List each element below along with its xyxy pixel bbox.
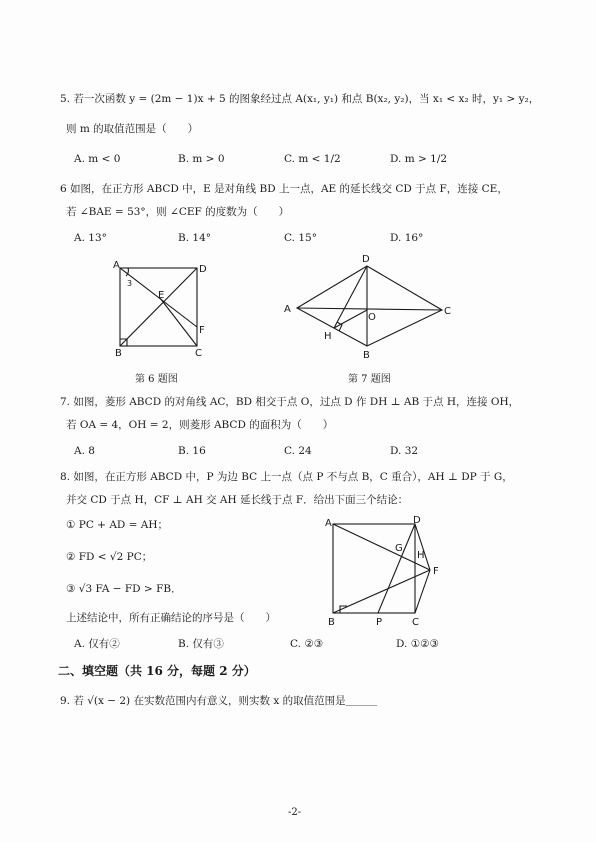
fig7-caption: 第 7 题图 (348, 374, 391, 385)
q7-line2: 若 OA = 4，OH = 2，则菱形 ABCD 的面积为（ ） (66, 419, 334, 431)
q5-option-b: B. m > 0 (178, 153, 225, 165)
q7-option-d: D. 32 (390, 445, 419, 457)
q9-line1: 9. 若 √(x − 2) 在实数范围内有意义，则实数 x 的取值范围是＿＿＿ (60, 695, 378, 707)
q5-line1: 5. 若一次函数 y = (2m − 1)x + 5 的图象经过点 A(x₁, y₁) 和点 B(x₂, y₂)，当 x₁ < x₂ 时，y₁ > y₂， (60, 93, 540, 105)
q8-option-a: A. 仅有② (74, 638, 120, 650)
q8-option-c: C. ②③ (290, 638, 324, 650)
q8-conclusion-3: ③ √3 FA − FD > FB． (66, 583, 182, 595)
fig6-label-b: B (115, 348, 122, 359)
fig6-label-e: E (158, 290, 165, 301)
fig7-label-c: C (444, 306, 451, 317)
q8-conclusion-2: ② FD < √2 PC； (66, 551, 153, 563)
q7-line1: 7. 如图，菱形 ABCD 的对角线 AC，BD 相交于点 O，过点 D 作 DH ⊥ AB 于点 H，连接 OH， (60, 396, 520, 408)
fig8-line-dp (378, 524, 415, 613)
fig8-label-p: P (376, 617, 383, 628)
fig7-label-b: B (363, 350, 370, 361)
fig8-label-b: B (328, 617, 335, 628)
q5-line2: 则 m 的取值范围是（ ） (66, 123, 199, 135)
q6-option-c: C. 15° (284, 232, 317, 244)
q8-option-d: D. ①②③ (396, 638, 439, 650)
fig8-square (333, 524, 415, 613)
fig7-label-o: O (368, 312, 376, 323)
q7-option-a: A. 8 (74, 445, 95, 457)
fig7-label-h: H (324, 331, 332, 342)
q6-option-b: B. 14° (178, 232, 212, 244)
fig6-line-ec (160, 298, 197, 346)
fig7-label-a: A (284, 304, 291, 315)
fig8-line-df (415, 524, 430, 570)
section-2-title: 二、填空题（共 16 分，每题 2 分） (58, 664, 256, 678)
fig8-label-f: F (433, 566, 439, 577)
fig8-label-g: G (395, 543, 403, 554)
fig6-caption: 第 6 题图 (135, 374, 178, 385)
fig8-label-c: C (412, 617, 419, 628)
q6-line2: 若 ∠BAE = 53°，则 ∠CEF 的度数为（ ） (66, 206, 290, 218)
fig6-label-angle: 3 (127, 279, 133, 288)
q8-line2: 并交 CD 于点 H，CF ⊥ AH 交 AH 延长线于点 F．给出下面三个结论： (66, 494, 409, 506)
fig7-label-d: D (362, 254, 370, 265)
q7-option-c: C. 24 (284, 445, 312, 457)
q6-option-a: A. 13° (74, 232, 107, 244)
fig6-label-f: F (199, 325, 205, 336)
q6-option-d: D. 16° (390, 232, 424, 244)
fig7-diagonal-ac (297, 308, 442, 310)
fig8-label-d: D (413, 515, 421, 526)
fig8-label-a: A (325, 518, 332, 529)
page-number: -2- (288, 807, 302, 818)
q6-line1: 6 如图，在正方形 ABCD 中，E 是对角线 BD 上一点，AE 的延长线交 CD 于点 F，连接 CE， (60, 183, 508, 195)
fig7-rhombus (297, 266, 442, 346)
fig6-label-d: D (199, 264, 207, 275)
q8-line3: 上述结论中，所有正确结论的序号是（ ） (66, 612, 276, 624)
fig6-label-c: C (195, 348, 202, 359)
q5-option-d: D. m > 1/2 (390, 153, 448, 165)
fig8-label-h: H (417, 550, 425, 561)
q7-option-b: B. 16 (178, 445, 206, 457)
fig6-label-a: A (113, 260, 120, 271)
q8-option-b: B. 仅有③ (178, 638, 224, 650)
fig8-line-cf (415, 570, 430, 613)
q5-option-c: C. m < 1/2 (284, 153, 341, 165)
q8-line1: 8. 如图，在正方形 ABCD 中，P 为边 BC 上一点（点 P 不与点 B，C 重合），AH ⊥ DP 于 G， (60, 471, 513, 483)
q5-option-a: A. m < 0 (74, 153, 121, 165)
q8-conclusion-1: ① PC + AD = AH； (66, 519, 169, 531)
